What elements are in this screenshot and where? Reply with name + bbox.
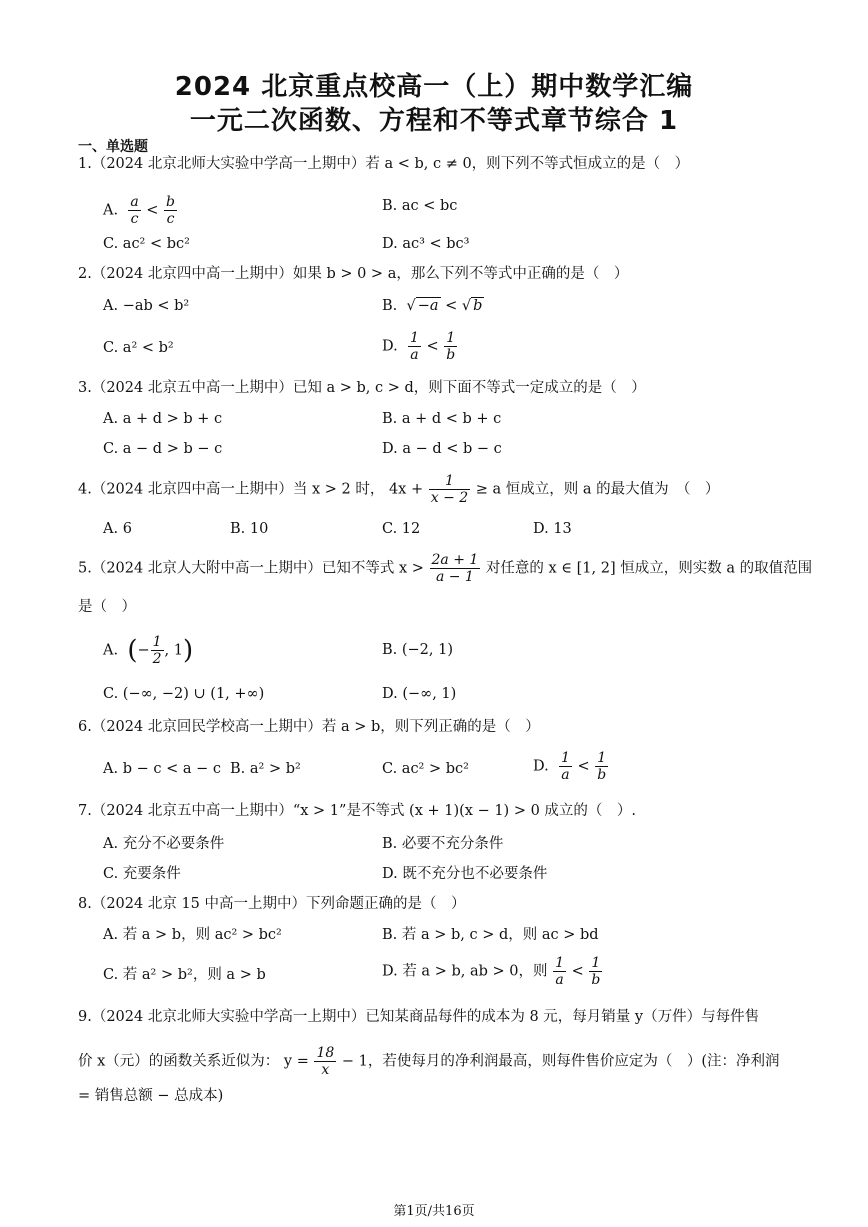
q7-option-b: B. 必要不充分条件 <box>382 836 504 852</box>
q2-option-b: B. √ −a < √ b <box>382 298 483 314</box>
question-3: 3.（2024 北京五中高一上期中）已知 a > b, c > d，则下面不等式一定成立的是（ ） <box>78 380 646 396</box>
q3-option-a: A. a + d > b + c <box>103 411 223 427</box>
question-5: 5.（2024 北京人大附中高一上期中）已知不等式 x > $\frac{2a + 1}{a - 1}$ 对任意的 x ∈ [1, 2] 恒成立，则实数 a 的取值范围 <box>78 552 813 585</box>
q5-option-a: A. (− $\frac{1}{2}$ , 1) <box>103 634 194 667</box>
q1-option-b: B. ac < bc <box>382 198 458 214</box>
q6-option-a: A. b − c < a − c <box>103 761 221 777</box>
q2-option-a: A. −ab < b² <box>103 298 190 314</box>
q4-option-a: A. 6 <box>103 521 132 537</box>
page-title: 2024 北京重点校高一（上）期中数学汇编 <box>174 72 694 102</box>
q7-option-a: A. 充分不必要条件 <box>103 836 225 852</box>
q4-option-b: B. 10 <box>230 521 269 537</box>
q2-option-d: D. $\frac{1}{a}$ < $\frac{1}{b}$ <box>382 330 456 363</box>
q3-option-d: D. a − d < b − c <box>382 441 502 457</box>
q7-option-c: C. 充要条件 <box>103 866 181 882</box>
q4-option-c: C. 12 <box>382 521 421 537</box>
question-4: 4.（2024 北京四中高一上期中）当 x > 2 时， 4x + $\frac{1}{x - 2}$ ≥ a 恒成立，则 a 的最大值为 （ ） <box>78 473 720 506</box>
q6-option-d: D. $\frac{1}{a}$ < $\frac{1}{b}$ <box>533 750 607 783</box>
question-7: 7.（2024 北京五中高一上期中）“x > 1”是不等式 (x + 1)(x − 1) > 0 成立的（ ）. <box>78 803 637 819</box>
question-1: 1.（2024 北京北师大实验中学高一上期中）若 a < b, c ≠ 0，则下列不等式恒成立的是（ ） <box>78 156 690 172</box>
section-heading: 一、单选题 <box>78 139 148 155</box>
q8-option-d: D. 若 a > b, ab > 0，则 $\frac{1}{a}$ < $\frac{1}{b}$ <box>382 955 601 988</box>
q5-option-d: D. (−∞, 1) <box>382 686 457 702</box>
question-2: 2.（2024 北京四中高一上期中）如果 b > 0 > a，那么下列不等式中正确的是（ ） <box>78 266 629 282</box>
question-8: 8.（2024 北京 15 中高一上期中）下列命题正确的是（ ） <box>78 896 466 912</box>
q2-option-c: C. a² < b² <box>103 340 174 356</box>
question-9: 9.（2024 北京北师大实验中学高一上期中）已知某商品每件的成本为 8 元，每月销量 y（万件）与每件售 <box>78 1009 760 1025</box>
page-number: 第1页/共16页 <box>393 1204 475 1219</box>
q6-option-c: C. ac² > bc² <box>382 761 469 777</box>
question-5-line-2: 是（ ） <box>78 599 136 615</box>
q1-option-a: A. $\frac{a}{c}$ < $\frac{b}{c}$ <box>103 194 176 227</box>
q5-option-b: B. (−2, 1) <box>382 642 454 658</box>
question-6: 6.（2024 北京回民学校高一上期中）若 a > b，则下列正确的是（ ） <box>78 719 540 735</box>
q1-option-d: D. ac³ < bc³ <box>382 236 470 252</box>
q4-option-d: D. 13 <box>533 521 572 537</box>
q7-option-d: D. 既不充分也不必要条件 <box>382 866 548 882</box>
question-9-line-3: = 销售总额 − 总成本) <box>78 1088 224 1104</box>
q3-option-c: C. a − d > b − c <box>103 441 223 457</box>
q8-option-a: A. 若 a > b，则 ac² > bc² <box>103 927 282 943</box>
q8-option-c: C. 若 a² > b²，则 a > b <box>103 967 266 983</box>
q1-option-c: C. ac² < bc² <box>103 236 190 252</box>
page-subtitle: 一元二次函数、方程和不等式章节综合 1 <box>189 106 679 136</box>
question-9-line-2: 价 x（元）的函数关系近似为： y = $\frac{18}{x}$ − 1，若使每月的净利润最高，则每件售价应定为（ ）(注：净利润 <box>78 1045 780 1078</box>
q8-option-b: B. 若 a > b, c > d，则 ac > bd <box>382 927 599 943</box>
q5-option-c: C. (−∞, −2) ∪ (1, +∞) <box>103 686 265 702</box>
q3-option-b: B. a + d < b + c <box>382 411 502 427</box>
q6-option-b: B. a² > b² <box>230 761 301 777</box>
